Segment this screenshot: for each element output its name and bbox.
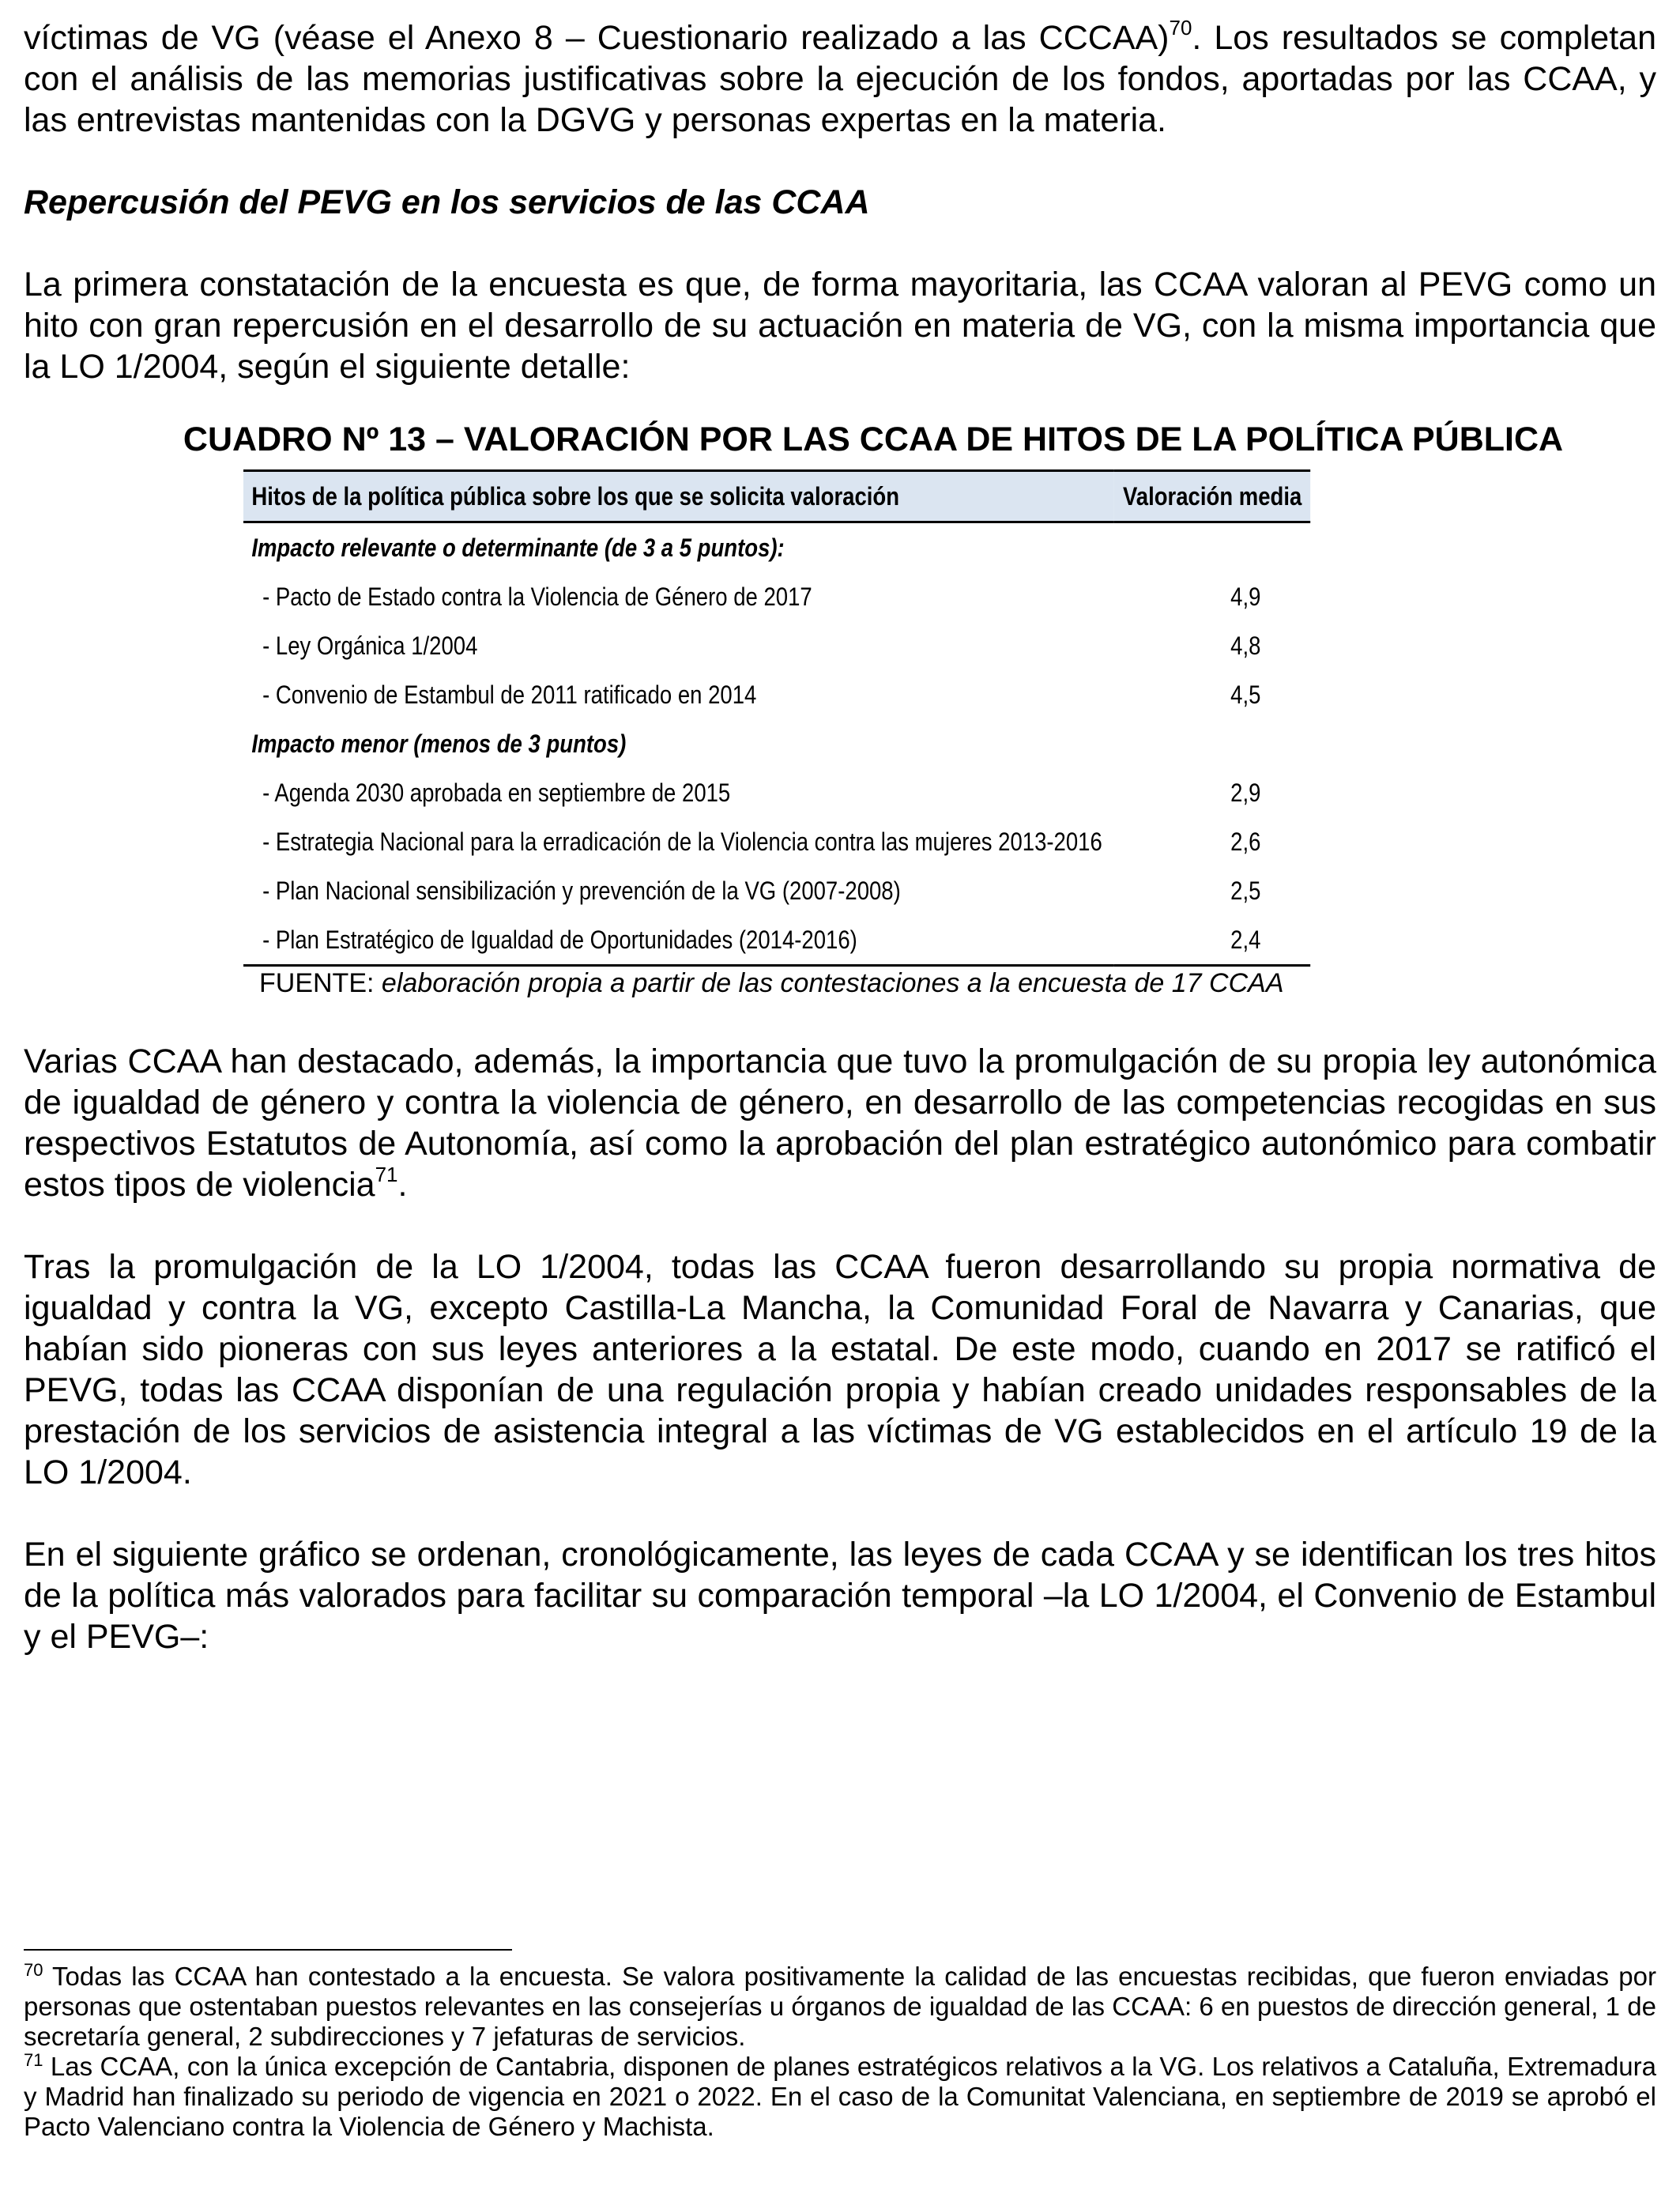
paragraph-intro-tail: . Los resultados se completan con el análisis de las memorias justificativas sobre la ejecución de los fondos, aportadas por las CCAA, y las entrevistas mantenidas con la DGVG y personas expertas en la materia. [24,19,1656,139]
row-value: 4,9 [1230,582,1261,611]
row-value: 4,8 [1230,631,1261,660]
footnote-separator [24,1949,512,1951]
group-label-relevante: Impacto relevante o determinante (de 3 a 5 puntos): [251,533,785,562]
paragraph-valoracion: La primera constatación de la encuesta es que, de forma mayoritaria, las CCAA valoran al PEVG como un hito con gran repercusión en el desarrollo de su actuación en materia de VG, con la misma importancia que la LO 1/2004, según el siguiente detalle: [24,266,1656,386]
group-row [243,719,1310,768]
footnote-71 [24,2052,1656,2142]
table-row [243,817,1310,866]
section-title: Repercusión del PEVG en los servicios de las CCAA [24,183,870,221]
paragraph-intro-text: víctimas de VG (véase el Anexo 8 – Cuestionario realizado a las CCCAA) [24,19,1170,57]
row-label: - Convenio de Estambul de 2011 ratificado en 2014 [262,680,757,709]
row-value: 4,5 [1230,680,1261,709]
valoracion-table [243,469,1310,967]
paragraph-normativa: Tras la promulgación de la LO 1/2004, todas las CCAA fueron desarrollando su propia normativa de igualdad y contra la VG, excepto Castilla-La Mancha, la Comunidad Foral de Navarra y Canarias, que habían sido pioneras con sus leyes anteriores a la estatal. De este modo, cuando en 2017 se ratificó el PEVG, todas las CCAA disponían de una regulación propia y habían creado unidades responsables de la prestación de los servicios de asistencia integral a las víctimas de VG establecidos en el artículo 19 de la LO 1/2004. [24,1248,1656,1491]
document-page [24,17,1656,1657]
footnote-70 [24,1962,1656,2052]
header-hito: Hitos de la política pública sobre los que se solicita valoración [243,471,1114,522]
table-row [243,670,1310,719]
source-label: FUENTE: [259,968,382,998]
table-row [243,621,1310,670]
group-row [243,522,1310,573]
row-label: - Plan Estratégico de Igualdad de Oportunidades (2014-2016) [243,915,1114,966]
footnote-number: 70 [24,1960,43,1980]
row-label: - Plan Nacional sensibilización y prevención de la VG (2007-2008) [262,876,901,905]
footnote-ref-70[interactable]: 70 [1169,16,1192,40]
row-label: - Estrategia Nacional para la erradicación de la Violencia contra las mujeres 2013-2016 [262,827,1102,856]
table-source [24,967,1656,1000]
row-label: - Ley Orgánica 1/2004 [262,631,478,660]
paragraph-grafico: En el siguiente gráfico se ordenan, cronológicamente, las leyes de cada CCAA y se identifican los tres hitos de la política más valorados para facilitar su comparación temporal –la LO 1/2004, el Convenio de Estambul y el PEVG–: [24,1536,1656,1656]
footnote-ref-71[interactable]: 71 [375,1163,398,1186]
table-header-row [243,471,1310,522]
footnote-text: Todas las CCAA han contestado a la encuesta. Se valora positivamente la calidad de las encuestas recibidas, que fueron enviadas por personas que ostentaban puestos relevantes en las consejerías u órganos de igualdad de las CCAA: 6 en puestos de dirección general, 1 de secretaría general, 2 subdirecciones y 7 jefaturas de servicios. [24,1962,1656,2051]
row-label: - Agenda 2030 aprobada en septiembre de 2015 [262,778,731,807]
row-value: 2,6 [1230,827,1261,856]
source-text: elaboración propia a partir de las contestaciones a la encuesta de 17 CCAA [381,968,1284,998]
paragraph-leyes-autonomicas [24,1041,1656,1205]
footnote-text: Las CCAA, con la única excepción de Cantabria, disponen de planes estratégicos relativos a la VG. Los relativos a Cataluña, Extremadura y Madrid han finalizado su periodo de vigencia en 2021 o 2022. En el caso de la Comunitat Valenciana, en septiembre de 2019 se aprobó el Pacto Valenciano contra la Violencia de Género y Machista. [24,2052,1656,2141]
paragraph-leyes-text: Varias CCAA han destacado, además, la importancia que tuvo la promulgación de su propia ley autonómica de igualdad de género y contra la violencia de género, en desarrollo de las competencias recogidas en sus respectivos Estatutos de Autonomía, así como la aprobación del plan estratégico autonómico para combatir estos tipos de violencia [24,1042,1656,1204]
paragraph-intro [24,17,1656,141]
header-valoracion: Valoración media [1114,471,1310,522]
table-row [243,915,1310,966]
paragraph-leyes-tail: . [397,1166,408,1204]
row-label: - Pacto de Estado contra la Violencia de Género de 2017 [262,582,812,611]
row-value: 2,9 [1230,778,1261,807]
footnotes [24,1962,1656,2142]
group-label-menor: Impacto menor (menos de 3 puntos) [251,729,627,758]
table-title: CUADRO Nº 13 – VALORACIÓN POR LAS CCAA DE HITOS DE LA POLÍTICA PÚBLICA [183,420,1564,458]
row-value: 2,4 [1114,915,1310,966]
table-row [243,866,1310,915]
table-row [243,572,1310,621]
table-row [243,768,1310,817]
row-value: 2,5 [1230,876,1261,905]
footnote-number: 71 [24,2050,43,2070]
